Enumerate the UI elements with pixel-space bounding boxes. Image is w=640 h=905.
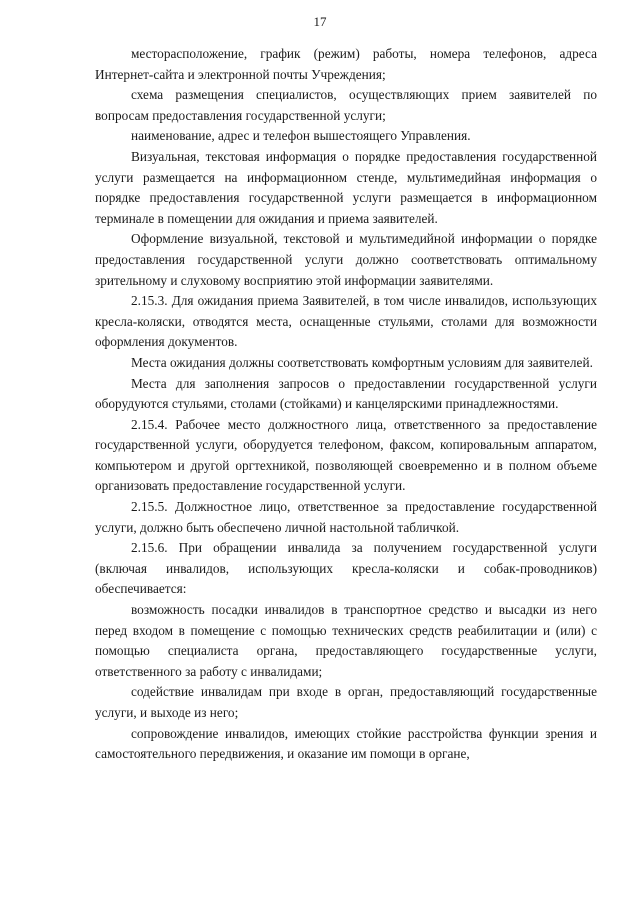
paragraph-escort-assistance: сопровождение инвалидов, имеющих стойкие расстройства функции зрения и самостоятельного передвижения, и оказание им помощи в органе, xyxy=(95,725,597,762)
paragraph-2-15-6: 2.15.6. При обращении инвалида за получением государственной услуги (включая инвалидов, использующих кресла-коляски и собак-проводников) обеспечивается: xyxy=(95,540,597,597)
paragraph-higher-authority: наименование, адрес и телефон вышестоящего Управления. xyxy=(131,128,471,144)
paragraph-waiting-places: Места ожидания должны соответствовать комфортным условиям для заявителей. xyxy=(131,354,593,370)
paragraph-2-15-5: 2.15.5. Должностное лицо, ответственное за предоставление государственной услуги, должно быть обеспечено личной настольной табличкой. xyxy=(95,499,597,535)
paragraph-2-15-4: 2.15.4. Рабочее место должностного лица, ответственного за предоставление государственной услуги, оборудуется телефоном, факсом, копировальным аппаратом, компьютером и другой оргтехникой, позволяющей своевременно и в полном объеме организовать предоставление государственной услуги. xyxy=(95,416,597,494)
document-body xyxy=(95,44,597,765)
paragraph-specialists-scheme: схема размещения специалистов, осуществляющих прием заявителей по вопросам предоставления государственной услуги; xyxy=(95,87,597,123)
paragraph-info-design: Оформление визуальной, текстовой и мультимедийной информации о порядке предоставления государственной услуги должно соответствовать оптимальному зрительному и слуховому восприятию этой информации заявителями. xyxy=(95,231,597,288)
paragraph-2-15-3: 2.15.3. Для ожидания приема Заявителей, в том числе инвалидов, использующих кресла-коляски, отводятся места, оснащенные стульями, столами для возможности оформления документов. xyxy=(95,293,597,350)
page-number: 17 xyxy=(313,14,327,29)
paragraph-location-schedule: месторасположение, график (режим) работы, номера телефонов, адреса Интернет-сайта и электронной почты Учреждения; xyxy=(95,46,597,82)
paragraph-boarding-vehicle: возможность посадки инвалидов в транспортное средство и высадки из него перед входом в помещение с помощью технических средств реабилитации и (или) с помощью специалиста органа, предоставляющего государственные услуги, ответственного за работу с инвалидами; xyxy=(95,602,597,679)
paragraph-visual-info: Визуальная, текстовая информация о порядке предоставления государственной услуги размещается на информационном стенде, мультимедийная информация о порядке предоставления государственной услуги размещается в информационном терминале в помещении для ожидания и приема заявителей. xyxy=(95,148,597,226)
paragraph-entry-assistance: содействие инвалидам при входе в орган, предоставляющий государственные услуги, и выходе из него; xyxy=(95,684,597,720)
paragraph-request-places: Места для заполнения запросов о предоставлении государственной услуги оборудуются стульями, столами (стойками) и канцелярскими принадлежностями. xyxy=(95,375,597,412)
